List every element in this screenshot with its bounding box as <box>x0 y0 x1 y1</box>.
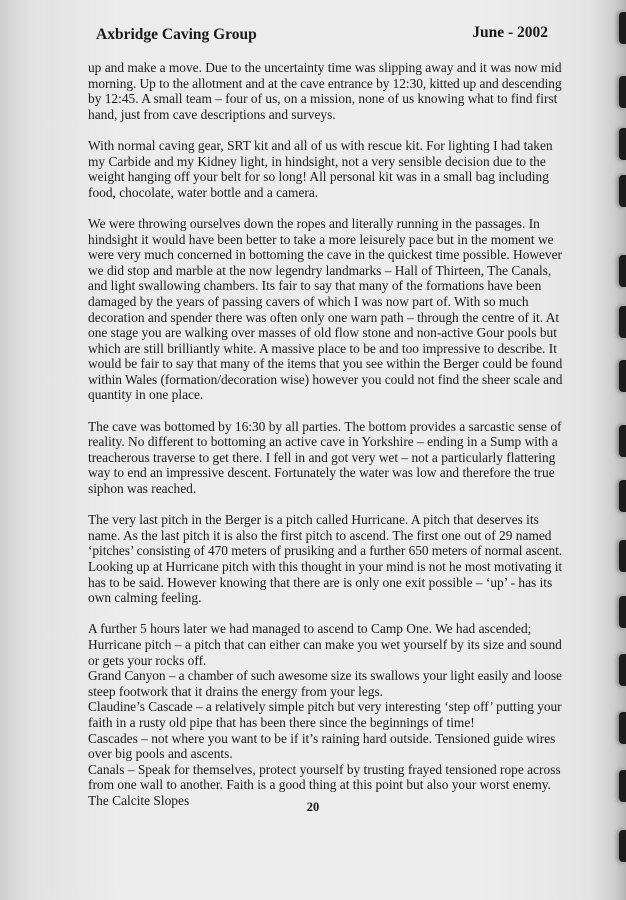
text-line: Hurricane pitch – a pitch that can either can make you wet yourself by its size and sound <box>88 636 562 652</box>
text-line: steep footwork that it drains the energy from your legs. <box>88 683 384 699</box>
binding-hole <box>619 76 626 108</box>
binding-hole <box>619 128 626 160</box>
text-line: The Calcite Slopes <box>88 792 190 808</box>
page-number: 20 <box>306 800 320 814</box>
text-line: over big pools and ascents. <box>88 746 233 762</box>
binding-hole <box>619 255 626 287</box>
paragraph <box>88 419 562 497</box>
text-line: up and make a move. Due to the uncertainty time was slipping away and it was now mid <box>88 60 562 75</box>
paragraph <box>88 512 562 606</box>
text-line: has to be said. However knowing that there are is only one exit possible – ‘up’ - has its <box>88 574 553 590</box>
paragraph <box>88 621 562 808</box>
text-line: Canals – Speak for themselves, protect yourself by trusting frayed tensioned rope across <box>88 761 561 777</box>
text-line: we did stop and marble at the now legendry landmarks – Hall of Thirteen, The Canals, <box>88 262 552 278</box>
binding-hole <box>619 770 626 802</box>
text-line: from one wall to another. Faith is a good thing at this point but also your worst enemy. <box>88 777 551 793</box>
text-line: Grand Canyon – a chamber of such awesome size its swallows your light easily and loose <box>88 668 562 684</box>
binding-hole <box>619 540 626 572</box>
text-line: The cave was bottomed by 16:30 by all parties. The bottom provides a sarcastic sense of <box>88 418 562 434</box>
text-line: Cascades – not where you want to be if it’s raining hard outside. Tensioned guide wires <box>88 730 556 746</box>
binding-hole <box>619 12 626 44</box>
header-title: Axbridge Caving Group <box>96 26 257 43</box>
binding-hole <box>619 425 626 457</box>
text-line: treacherous traverse to get there. I fell in and got very wet – not a particularly flattering <box>88 449 556 465</box>
text-line: would be fair to say that many of the items that you see within the Berger could be found <box>88 356 563 372</box>
binding-hole <box>619 830 626 862</box>
binding-hole <box>619 596 626 628</box>
text-line: or gets your rocks off. <box>88 652 207 668</box>
text-line: Claudine’s Cascade – a relatively simple pitch but very interesting ‘step off’ putting your <box>88 699 562 715</box>
text-line: were very much concerned in bottoming the cave in the quickest time possible. However <box>88 247 562 263</box>
text-line: one stage you are walking over masses of old flow stone and non-active Gour pools but <box>88 325 557 341</box>
text-line: weight hanging off your belt for so long! All personal kit was in a small bag including <box>88 169 549 185</box>
text-line: my Carbide and my Kidney light, in hindsight, not a very sensible decision due to the <box>88 153 546 169</box>
text-line: own calming feeling. <box>88 590 202 606</box>
text-line: way to end an impressive descent. Fortunately the water was low and therefore the true <box>88 465 555 481</box>
text-line: hindsight it would have been better to take a more leisurely pace but in the moment we <box>88 231 554 247</box>
header-date: June - 2002 <box>472 24 548 41</box>
text-line: damaged by the years of passing cavers of which I was now part of. With so much <box>88 293 529 309</box>
binding-hole <box>619 175 626 207</box>
text-line: ‘pitches’ consisting of 470 meters of prusiking and a further 650 meters of normal ascent. <box>88 543 563 559</box>
binding-hole <box>619 480 626 512</box>
text-line: name. As the last pitch it is also the first pitch to ascend. The first one out of 29 named <box>88 527 552 543</box>
text-line: hand, just from cave descriptions and surveys. <box>88 106 336 122</box>
text-line: quantity in one place. <box>88 387 204 403</box>
paragraph <box>88 216 562 403</box>
text-line: decoration and spender there was often only one warn path – through the centre of it. At <box>88 309 560 325</box>
text-line: which are still brilliantly white. A massive place to be and too impressive to describe. It <box>88 340 557 356</box>
text-line: within Wales (formation/decoration wise) however you could not find the sheer scale and <box>88 371 563 387</box>
text-line: and light swallowing chambers. Its fair to say that many of the formations have been <box>88 278 542 294</box>
binding-hole <box>619 712 626 744</box>
paragraph <box>88 60 562 122</box>
text-line: siphon was reached. <box>88 481 197 497</box>
binding-hole <box>619 306 626 338</box>
page-header <box>96 26 548 46</box>
paragraph <box>88 138 562 200</box>
text-line: reality. No different to bottoming an active cave in Yorkshire – ending in a Sump with a <box>88 434 558 450</box>
text-line: morning. Up to the allotment and at the cave entrance by 12:30, kitted up and descending <box>88 75 562 91</box>
binding-hole <box>619 360 626 392</box>
binding-hole <box>619 654 626 686</box>
text-line: food, chocolate, water bottle and a camera. <box>88 184 319 200</box>
text-line: faith in a rusty old pipe that has been there since the beginnings of time! <box>88 714 475 730</box>
document-body <box>88 60 562 824</box>
text-line: With normal caving gear, SRT kit and all of us with rescue kit. For lighting I had taken <box>88 137 553 153</box>
text-line: We were throwing ourselves down the ropes and literally running in the passages. In <box>88 215 540 231</box>
text-line: by 12:45. A small team – four of us, on a mission, none of us knowing what to find first <box>88 91 558 107</box>
text-line: A further 5 hours later we had managed to ascend to Camp One. We had ascended; <box>88 621 532 637</box>
text-line: Looking up at Hurricane pitch with this thought in your mind is not he most motivating it <box>88 559 563 574</box>
text-line: The very last pitch in the Berger is a pitch called Hurricane. A pitch that deserves its <box>88 512 539 528</box>
